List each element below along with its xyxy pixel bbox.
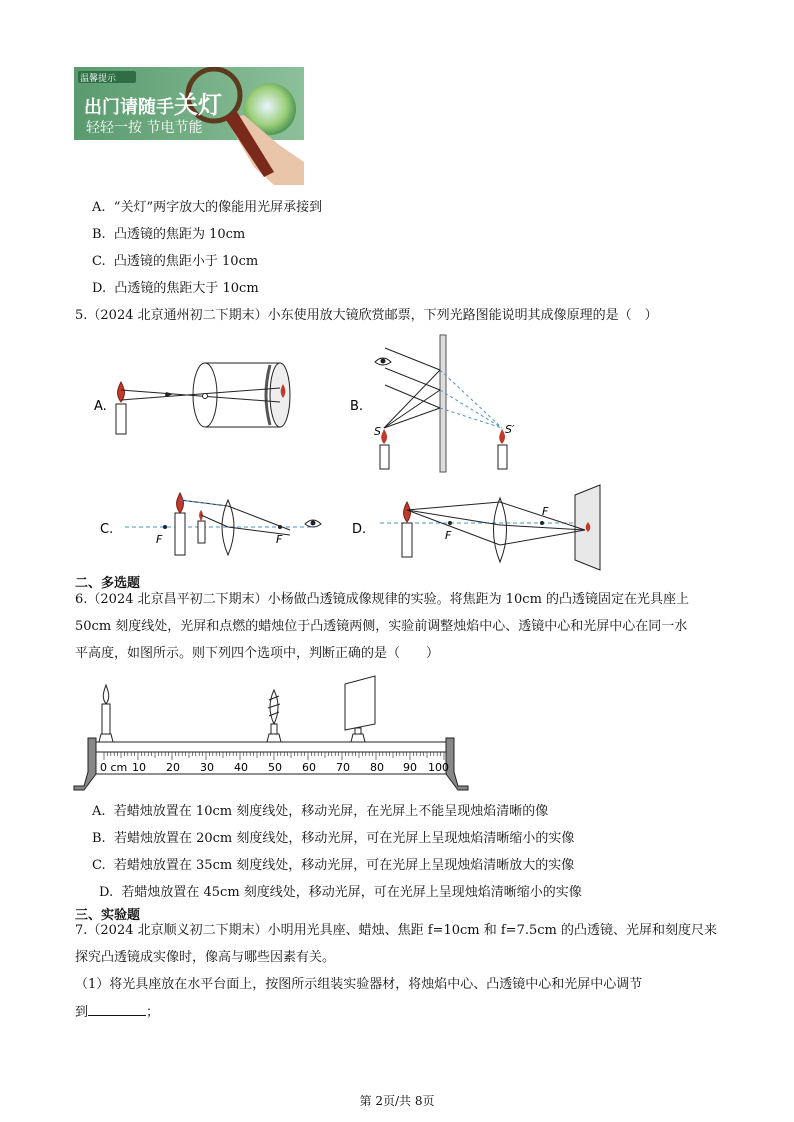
fig-c-label: C. — [100, 522, 114, 537]
option-letter: D. — [92, 281, 107, 296]
q5-stem: 5.（2024 北京通州初二下期末）小东使用放大镜欣赏邮票，下列光路图能说明其成像原理的是（ ） — [75, 308, 658, 323]
ruler-label-40: 40 — [234, 761, 248, 774]
optical-bench-figure — [70, 672, 470, 797]
q7-stem-line2: 探究凸透镜成实像时，像高与哪些因素有关。 — [75, 950, 336, 965]
ruler-label-30: 30 — [200, 761, 214, 774]
energy-saving-poster — [74, 67, 304, 185]
fig-b-s: S — [374, 425, 381, 438]
option-text: 若蜡烛放置在 35cm 刻度线处，移动光屏，可在光屏上呈现烛焰清晰放大的实像 — [113, 858, 575, 873]
q7-sub1-prefix: 到 — [75, 1005, 89, 1020]
option-letter: A. — [92, 200, 106, 215]
poster-title-big: 关灯 — [174, 91, 222, 119]
option-text: 凸透镜的焦距大于 10cm — [114, 281, 259, 296]
section-multiple-choice: 二、多选题 — [75, 576, 141, 591]
option-letter: D. — [99, 885, 114, 900]
fig-b-s-prime: S′ — [505, 423, 515, 436]
ruler-label-60: 60 — [302, 761, 316, 774]
q4-option-b — [92, 226, 245, 244]
poster-badge: 温馨提示 — [80, 74, 117, 84]
figure-c — [100, 493, 321, 555]
q6-option-b — [92, 830, 574, 848]
ruler-label-10: 10 — [132, 761, 146, 774]
q7-sub1-line2 — [75, 1003, 159, 1022]
page-footer: 第 2页/共 8页 — [359, 1094, 435, 1108]
q6-stem-line2: 50cm 刻度线处，光屏和点燃的蜡烛位于凸透镜两侧，实验前调整烛焰中心、透镜中心和光屏中心在同一水 — [75, 619, 688, 634]
option-letter: C. — [92, 858, 106, 873]
poster-title-main: 出门请随手 — [84, 97, 174, 118]
option-letter: A. — [92, 804, 106, 819]
q7-stem-line1: 7.（2024 北京顺义初二下期末）小明用光具座、蜡烛、焦距 f=10cm 和 f=7.5cm 的凸透镜、光屏和刻度尺来 — [75, 923, 717, 938]
ruler-label-0: 0 cm — [100, 761, 128, 774]
option-text: 若蜡烛放置在 10cm 刻度线处，移动光屏，在光屏上不能呈现烛焰清晰的像 — [113, 804, 549, 819]
ruler-label-100: 100 — [428, 761, 449, 774]
section-experiment: 三、实验题 — [75, 908, 141, 923]
fig-d-f1: F — [445, 529, 452, 542]
ruler-label-50: 50 — [268, 761, 282, 774]
option-text: 若蜡烛放置在 20cm 刻度线处，移动光屏，可在光屏上呈现烛焰清晰缩小的实像 — [113, 831, 575, 846]
q6-option-d — [99, 884, 582, 902]
poster-subtitle: 轻轻一按 节电节能 — [86, 120, 203, 136]
figure-a — [94, 363, 290, 434]
q7-sub1-line1: （1）将光具座放在水平台面上，按图所示组装实验器材，将烛焰中心、凸透镜中心和光屏中心调节 — [75, 977, 643, 992]
ruler-label-90: 90 — [403, 761, 417, 774]
fig-b-label: B. — [350, 399, 364, 414]
q6-option-a — [92, 803, 548, 821]
answer-blank[interactable] — [88, 1003, 146, 1016]
option-text: “关灯”两字放大的像能用光屏承接到 — [113, 200, 323, 215]
option-letter: B. — [92, 227, 106, 242]
eye-icon — [305, 520, 321, 527]
option-letter: B. — [92, 831, 106, 846]
q4-option-a — [92, 199, 322, 217]
fig-c-f2: F — [276, 533, 283, 546]
option-text: 凸透镜的焦距为 10cm — [113, 227, 246, 242]
fig-d-label: D. — [352, 522, 367, 537]
fig-a-label: A. — [94, 399, 107, 414]
poster-title — [84, 85, 222, 120]
q4-option-c — [92, 253, 258, 271]
eye-icon — [375, 358, 391, 365]
q6-stem-line1: 6.（2024 北京昌平初二下期末）小杨做凸透镜成像规律的实验。将焦距为 10cm 的凸透镜固定在光具座上 — [75, 592, 690, 607]
q7-sub1-suffix: ； — [146, 1005, 160, 1020]
q6-option-c — [92, 857, 574, 875]
fig-d-f2: F — [542, 505, 549, 518]
ruler-label-80: 80 — [370, 761, 384, 774]
figure-b — [350, 335, 515, 472]
figure-d — [352, 485, 600, 570]
fig-c-f1: F — [156, 533, 163, 546]
q5-ray-diagrams — [80, 330, 760, 575]
option-text: 凸透镜的焦距小于 10cm — [113, 254, 259, 269]
option-letter: C. — [92, 254, 106, 269]
ruler-label-70: 70 — [336, 761, 350, 774]
ruler-label-20: 20 — [166, 761, 180, 774]
q6-stem-line3: 平高度，如图所示。则下列四个选项中，判断正确的是（ ） — [75, 646, 440, 661]
q4-option-d — [92, 280, 259, 298]
option-text: 若蜡烛放置在 45cm 刻度线处，移动光屏，可在光屏上呈现烛焰清晰缩小的实像 — [121, 885, 582, 900]
